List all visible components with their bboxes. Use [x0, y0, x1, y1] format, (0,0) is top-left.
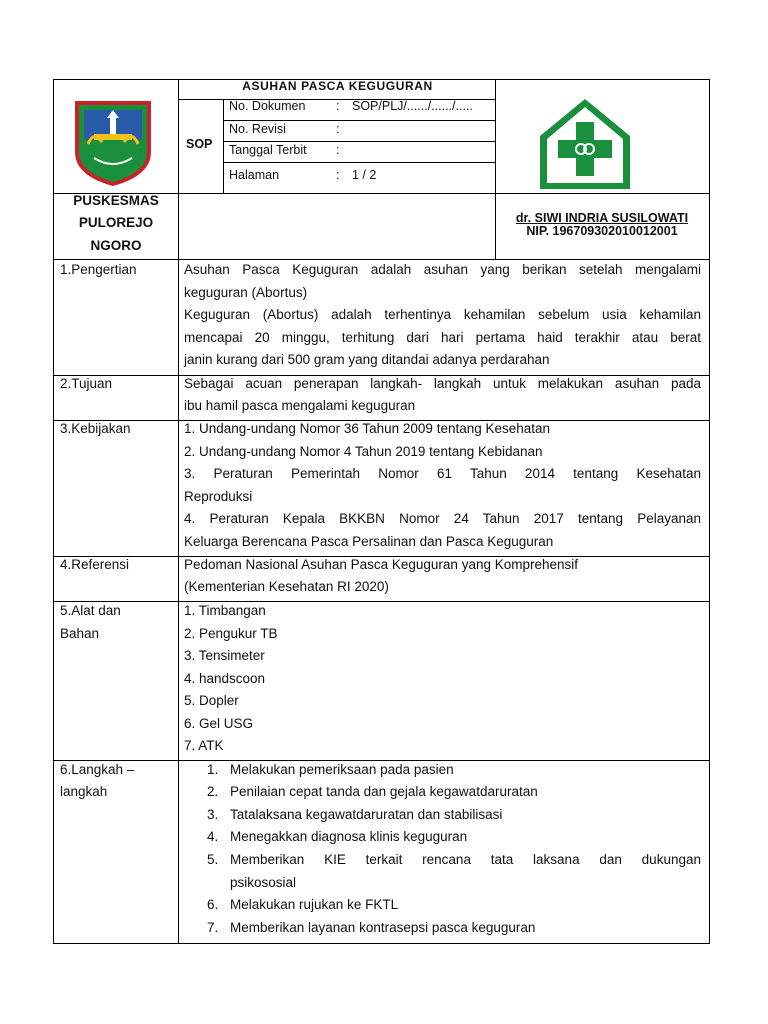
text-line: keguguran (Abortus) — [184, 285, 308, 300]
text-line: (Kementerian Kesehatan RI 2020) — [184, 579, 389, 594]
text-line: 3. Peraturan Pemerintah Nomor 61 Tahun 2014 tentang Kesehatan — [184, 466, 701, 481]
step-number: 5. — [207, 852, 219, 867]
list-item: 3. Tensimeter — [184, 648, 265, 663]
row-label: Halaman — [229, 168, 280, 182]
section-label-pengertian: 1.Pengertian — [60, 262, 137, 277]
step-number: 6. — [207, 897, 219, 912]
label-line: langkah — [60, 784, 108, 799]
section-label-kebijakan: 3.Kebijakan — [60, 421, 131, 436]
step-number: 4. — [207, 829, 219, 844]
list-item: 6. Gel USG — [184, 716, 254, 731]
step-text: Melakukan rujukan ke FKTL — [230, 897, 399, 912]
step-text: Tatalaksana kegawatdaruratan dan stabilisasi — [230, 807, 503, 822]
text-line: ibu hamil pasca mengalami keguguran — [184, 398, 416, 413]
row-label: Tanggal Terbit — [229, 143, 307, 157]
row-value: 1 / 2 — [352, 168, 377, 182]
text-line: Asuhan Pasca Keguguran adalah asuhan yang berikan setelah mengalami — [184, 262, 701, 277]
list-item: 2. Pengukur TB — [184, 626, 278, 641]
step-text: Penilaian cepat tanda dan gejala kegawatdaruratan — [230, 784, 538, 799]
text-line: 4. Peraturan Kepala BKKBN Nomor 24 Tahun 2017 tentang Pelayanan — [184, 511, 701, 526]
text-line: Keluarga Berencana Pasca Persalinan dan Pasca Keguguran — [184, 534, 554, 549]
institution-line: NGORO — [90, 238, 142, 253]
institution-line: PUSKESMAS — [73, 193, 159, 208]
step-number: 1. — [207, 762, 219, 777]
text-line: janin kurang dari 500 gram yang ditandai adanya perdarahan — [184, 352, 550, 367]
section-label-tujuan: 2.Tujuan — [60, 376, 113, 391]
list-item: 5. Dopler — [184, 693, 239, 708]
list-item: 1. Timbangan — [184, 603, 266, 618]
text-line: Reproduksi — [184, 489, 253, 504]
text-line: Keguguran (Abortus) adalah terhentinya kehamilan sebelum usia kehamilan — [184, 307, 701, 322]
regional-crest-icon — [74, 100, 152, 186]
label-line: 6.Langkah – — [60, 762, 135, 777]
text-line: 2. Undang-undang Nomor 4 Tahun 2019 tentang Kebidanan — [184, 444, 543, 459]
institution-line: PULOREJO — [78, 215, 154, 230]
label-line: Bahan — [60, 626, 100, 641]
text-line: Pedoman Nasional Asuhan Pasca Keguguran yang Komprehensif — [184, 557, 579, 572]
sop-label: SOP — [186, 137, 213, 151]
text-line: 1. Undang-undang Nomor 36 Tahun 2009 tentang Kesehatan — [184, 421, 551, 436]
step-text: psikososial — [230, 875, 297, 890]
row-sep: : — [336, 168, 340, 182]
list-item: 4. handscoon — [184, 671, 266, 686]
list-item: 7. ATK — [184, 738, 224, 753]
row-sep: : — [336, 122, 340, 136]
section-label-referensi: 4.Referensi — [60, 557, 130, 572]
label-line: 5.Alat dan — [60, 603, 121, 618]
step-number: 2. — [207, 784, 219, 799]
step-text: Memberikan layanan kontrasepsi pasca keguguran — [230, 920, 536, 935]
step-text: Menegakkan diagnosa klinis keguguran — [230, 829, 468, 844]
text-line: Sebagai acuan penerapan langkah- langkah untuk melakukan asuhan pada — [184, 376, 701, 391]
row-value: SOP/PLJ/....../....../..... — [352, 99, 473, 113]
step-number: 3. — [207, 807, 219, 822]
row-sep: : — [336, 143, 340, 157]
row-sep: : — [336, 99, 340, 113]
document-title: ASUHAN PASCA KEGUGURAN — [242, 79, 433, 93]
step-text: Melakukan pemeriksaan pada pasien — [230, 762, 454, 777]
step-number: 7. — [207, 920, 219, 935]
text-line: mencapai 20 minggu, terhitung dari hari pertama haid terakhir atau berat — [184, 330, 701, 345]
row-label: No. Revisi — [229, 122, 286, 136]
row-label: No. Dokumen — [229, 99, 306, 113]
step-text: Memberikan KIE terkait rencana tata laksana dan dukungan — [230, 852, 701, 867]
signatory-name: dr. SIWI INDRIA SUSILOWATI — [515, 211, 689, 225]
signatory-nip: NIP. 196709302010012001 — [526, 224, 678, 238]
puskesmas-logo-icon — [536, 96, 634, 192]
